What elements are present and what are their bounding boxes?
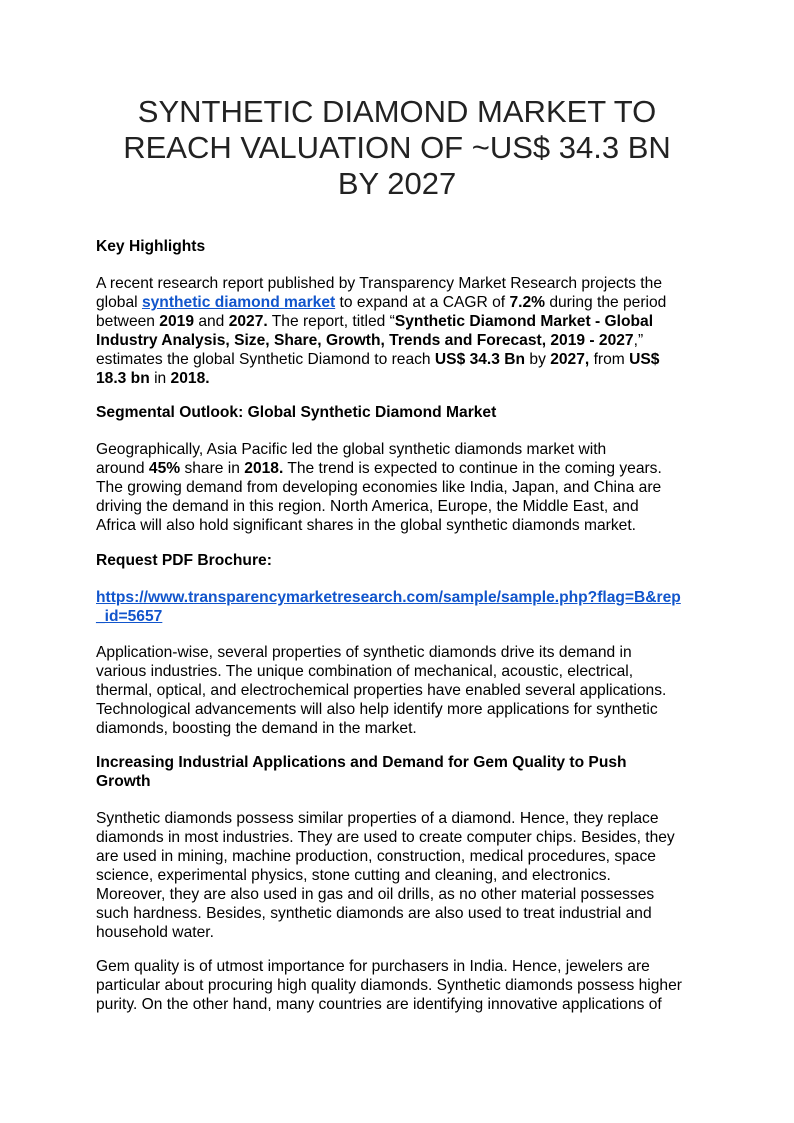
title-line: BY 2027 — [337, 166, 457, 201]
text: by — [525, 351, 551, 368]
text: diamonds, boosting the demand in the market. — [96, 720, 417, 737]
report-title: Industry Analysis, Size, Share, Growth, Trends and Forecast, 2019 - 2027 — [96, 332, 634, 349]
text: global — [96, 294, 142, 311]
text: various industries. The unique combination of mechanical, acoustic, electrical, — [96, 663, 634, 680]
text: Synthetic diamonds possess similar properties of a diamond. Hence, they replace — [96, 810, 659, 827]
text: thermal, optical, and electrochemical properties have enabled several applications. — [96, 682, 667, 699]
text: 2027. — [228, 313, 268, 330]
text: The trend is expected to continue in the coming years. — [283, 460, 662, 477]
text: share in — [180, 460, 245, 477]
text: from — [589, 351, 630, 368]
text: particular about procuring high quality diamonds. Synthetic diamonds possess higher — [96, 977, 682, 994]
text: https://www.transparencymarketresearch.com/sample/sample.php?flag=B&rep — [96, 589, 681, 606]
text: 2027, — [550, 351, 590, 368]
cagr-value: 7.2% — [509, 294, 545, 311]
text: science, experimental physics, stone cutting and cleaning, and electronics. — [96, 867, 611, 884]
brochure-link[interactable] — [96, 589, 681, 625]
text: 2018. — [244, 460, 284, 477]
segmental-heading: Segmental Outlook: Global Synthetic Diamond Market — [96, 404, 497, 421]
text: A recent research report published by Transparency Market Research projects the — [96, 275, 662, 292]
text: 2019 — [159, 313, 194, 330]
text: The report, titled “ — [267, 313, 395, 330]
text: driving the demand in this region. North America, Europe, the Middle East, and — [96, 498, 639, 515]
brochure-heading: Request PDF Brochure: — [96, 552, 272, 569]
text: Growth — [96, 773, 151, 790]
text: such hardness. Besides, synthetic diamonds are also used to treat industrial and — [96, 905, 652, 922]
text: in — [149, 370, 171, 387]
industrial-paragraph — [96, 809, 706, 942]
text: ,” — [633, 332, 644, 349]
text: purity. On the other hand, many countries are identifying innovative applications of — [96, 996, 662, 1013]
segmental-paragraph — [96, 440, 706, 535]
brochure-url — [96, 588, 716, 626]
text: US$ 34.3 Bn — [434, 351, 526, 368]
text: Africa will also hold significant shares in the global synthetic diamonds market. — [96, 517, 636, 534]
key-highlights-heading: Key Highlights — [96, 238, 206, 255]
text: 18.3 bn — [96, 370, 150, 387]
key-highlights-paragraph — [96, 274, 706, 388]
text: diamonds in most industries. They are used to create computer chips. Besides, they — [96, 829, 675, 846]
page-title — [60, 94, 734, 202]
title-line: REACH VALUATION OF ~US$ 34.3 BN — [123, 130, 671, 165]
text: between — [96, 313, 160, 330]
text: US$ — [629, 351, 660, 368]
text: 2018. — [170, 370, 210, 387]
text: Technological advancements will also help identify more applications for synthetic — [96, 701, 658, 718]
text: estimates the global Synthetic Diamond to reach — [96, 351, 435, 368]
title-line: SYNTHETIC DIAMOND MARKET TO — [137, 94, 657, 129]
industrial-heading — [96, 753, 706, 791]
gem-quality-paragraph — [96, 957, 706, 1014]
synthetic-diamond-market-link[interactable]: synthetic diamond market — [141, 294, 336, 311]
text: The growing demand from developing economies like India, Japan, and China are — [96, 479, 662, 496]
application-paragraph — [96, 643, 706, 738]
text: during the period — [544, 294, 667, 311]
text: 45% — [148, 460, 181, 477]
text: around — [96, 460, 149, 477]
text: and — [194, 313, 229, 330]
text: to expand at a CAGR of — [335, 294, 510, 311]
text: Geographically, Asia Pacific led the global synthetic diamonds market with — [96, 441, 607, 458]
text: Application-wise, several properties of synthetic diamonds drive its demand in — [96, 644, 632, 661]
text: Increasing Industrial Applications and Demand for Gem Quality to Push — [96, 754, 627, 771]
text: are used in mining, machine production, construction, medical procedures, space — [96, 848, 656, 865]
text: Moreover, they are also used in gas and oil drills, as no other material possesses — [96, 886, 655, 903]
report-title: Synthetic Diamond Market - Global — [394, 313, 654, 330]
text: household water. — [96, 924, 214, 941]
text: Gem quality is of utmost importance for purchasers in India. Hence, jewelers are — [96, 958, 650, 975]
text: _id=5657 — [96, 608, 163, 625]
